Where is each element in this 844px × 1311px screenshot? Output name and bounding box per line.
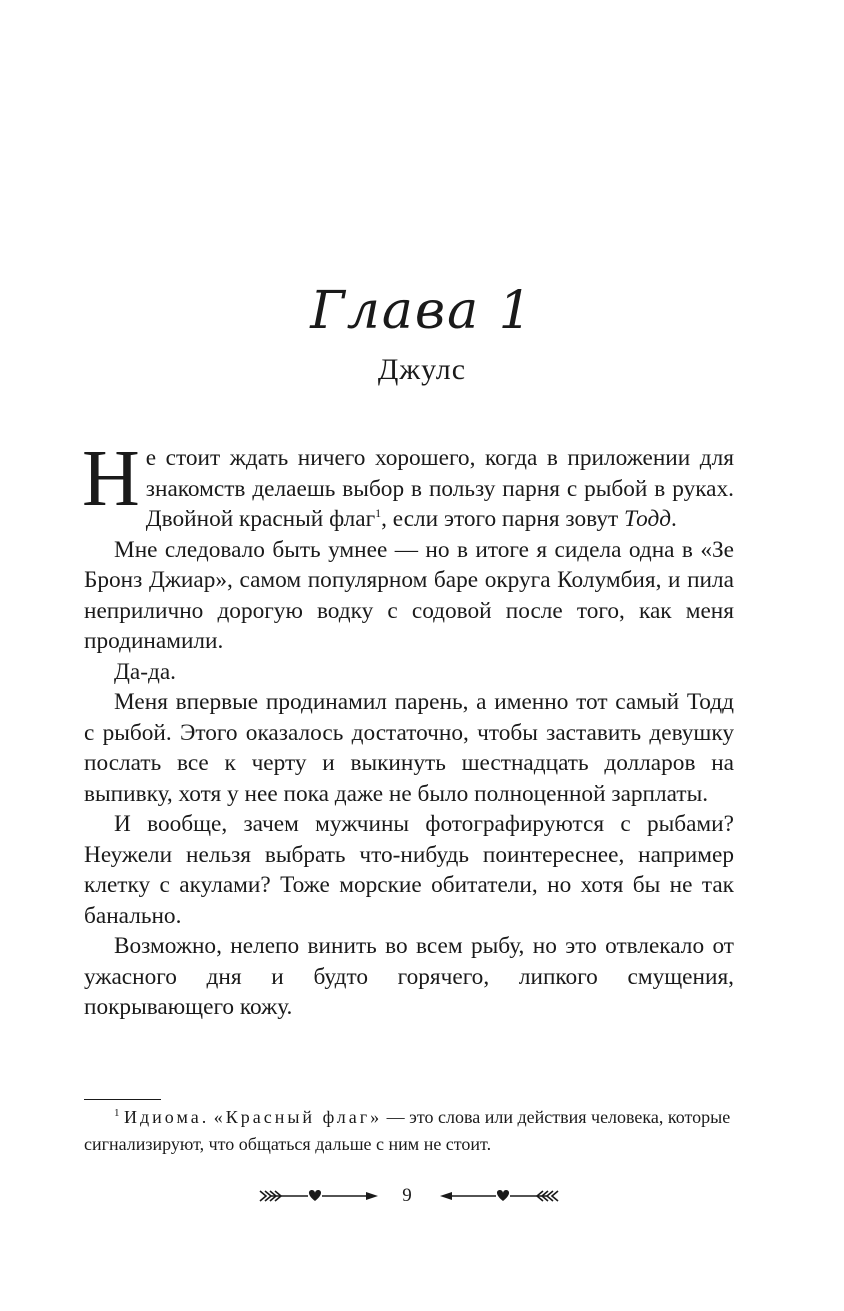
page-footer <box>0 1184 844 1208</box>
arrow-heart-ornament-right-icon <box>434 1184 560 1208</box>
chapter-title: Глава 1 <box>310 281 534 341</box>
footnote-reference[interactable]: 1 <box>375 506 382 521</box>
footnote <box>84 1104 734 1158</box>
footnote-term: Идиома. <box>124 1107 210 1127</box>
footnote-quote: «Красный флаг» <box>213 1107 383 1127</box>
footnote-text: — это слова или действия человека, которые сигнализируют, что общаться дальше с ним не стоит. <box>84 1107 731 1154</box>
page-number: 9 <box>402 1185 412 1206</box>
paragraph-5: И вообще, зачем мужчины фотографируются с рыбами? Неужели нельзя выбрать что-нибудь поинтереснее, например клетку с акулами? Тоже морские обитатели, но хотя бы не так банально. <box>84 811 734 929</box>
footnote-marker: 1 <box>114 1107 120 1119</box>
paragraph-4: Меня впервые продинамил парень, а именно тот самый Тодд с рыбой. Этого оказалось достаточно, чтобы заставить девушку послать все к черту и выкинуть шестнадцать долларов на выпивку, хотя у нее пока даже не было полноценной зарплаты. <box>84 689 734 807</box>
chapter-subtitle: Джулс <box>377 353 467 386</box>
paragraph-6: Возможно, нелепо винить во всем рыбу, но это отвлекало от ужасного дня и будто горячего, липкого смущения, покрывающего кожу. <box>84 933 734 1020</box>
emphasized-name: Тодд <box>623 506 672 532</box>
paragraph-1-start: е стоит ждать ничего хорошего, когда в приложении для знакомств делаешь выбор в пользу парня с рыбой в руках. Двойной красный флаг <box>145 445 734 532</box>
drop-cap: Н <box>82 435 140 523</box>
arrow-heart-ornament-left-icon <box>258 1184 384 1208</box>
body-text <box>82 435 734 1023</box>
paragraph-3: Да-да. <box>114 658 177 685</box>
paragraph-1-end: . <box>671 506 677 532</box>
footnote-divider <box>84 1099 161 1100</box>
paragraph-1 <box>82 435 734 535</box>
paragraph-1-mid: , если этого парня зовут <box>381 506 624 532</box>
paragraph-2: Мне следовало быть умнее — но в итоге я сидела одна в «Зе Бронз Джиар», самом популярном баре округа Колумбия, и пила неприлично дорогую водку с содовой после того, как меня продинамили. <box>84 536 734 654</box>
